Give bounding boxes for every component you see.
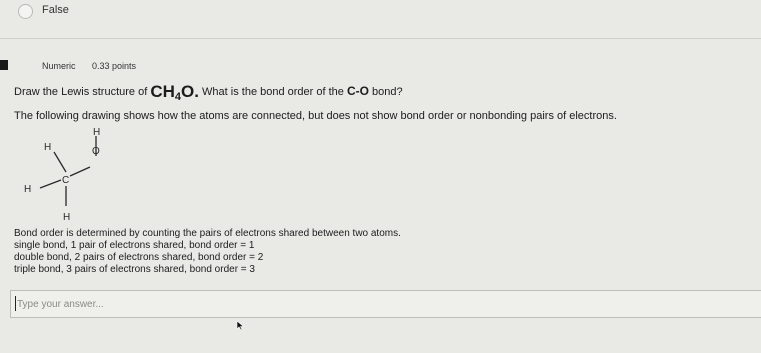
atom-h-bottom: H	[63, 212, 71, 223]
methanol-skeleton-diagram	[20, 122, 130, 224]
atom-h-upper-left: H	[44, 142, 52, 153]
answer-field-container	[10, 290, 761, 318]
formula-main: CH	[150, 82, 175, 101]
question-instruction: The following drawing shows how the atoms are connected, but does not show bond order or nonbonding pairs of electrons.	[14, 110, 617, 122]
bond-info-single: single bond, 1 pair of electrons shared, bond order = 1	[14, 240, 255, 251]
atom-h-left: H	[24, 184, 32, 195]
question-separator	[0, 38, 761, 39]
question-type-label: Numeric	[42, 61, 76, 71]
false-radio-button[interactable]	[18, 4, 33, 19]
atom-oxygen: O	[92, 146, 100, 157]
bond-info-intro: Bond order is determined by counting the pairs of electrons shared between two atoms.	[14, 228, 401, 239]
answer-input[interactable]	[17, 295, 737, 313]
bond-c-o-line	[70, 167, 90, 176]
mouse-pointer-icon	[236, 320, 245, 331]
prompt-text-start: Draw the Lewis structure of	[14, 86, 151, 98]
bond-order-info	[14, 228, 401, 276]
prompt-text-end: bond?	[368, 86, 403, 98]
bond-label: C-O	[346, 84, 369, 98]
atom-h-top: H	[93, 127, 101, 138]
question-marker-icon	[0, 60, 8, 70]
atom-carbon: C	[62, 175, 70, 186]
formula-subscript: 4	[174, 91, 182, 103]
bond-info-triple: triple bond, 3 pairs of electrons shared, bond order = 3	[14, 264, 255, 275]
false-option-label: False	[42, 4, 69, 16]
chemical-formula	[150, 82, 199, 101]
question-prompt	[14, 82, 403, 103]
formula-end: O.	[181, 82, 199, 101]
prompt-text-middle: What is the bond order of the	[198, 86, 347, 98]
bond-h-c-upper-line	[54, 152, 66, 172]
bond-h-c-left-line	[40, 180, 61, 188]
question-points-label: 0.33 points	[92, 61, 137, 71]
bond-info-double: double bond, 2 pairs of electrons shared, bond order = 2	[14, 252, 264, 263]
text-caret	[15, 296, 16, 311]
